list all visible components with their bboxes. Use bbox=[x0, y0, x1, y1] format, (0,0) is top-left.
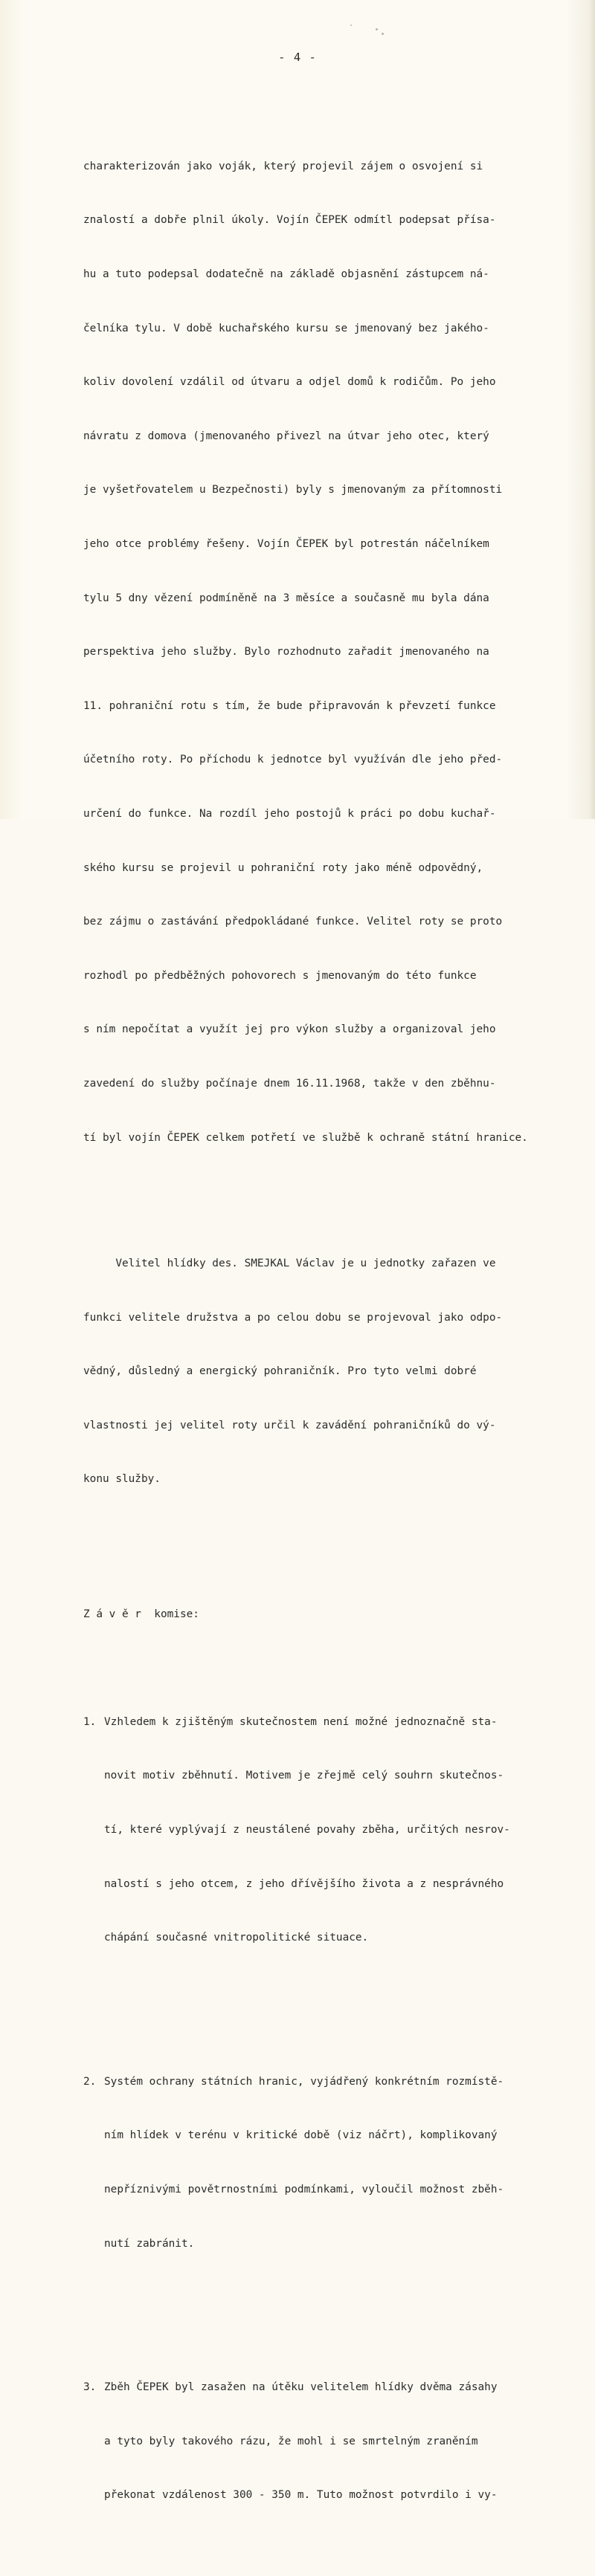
text-line: chápání současné vnitropolitické situace. bbox=[104, 1932, 369, 1944]
text-line: konu služby. bbox=[83, 1473, 161, 1486]
list-number: 2. bbox=[83, 2075, 97, 2088]
paper-speck bbox=[350, 25, 352, 26]
text-line: tylu 5 dny vězení podmíněně na 3 měsíce a současně mu byla dána bbox=[83, 592, 489, 604]
text-line: a tyto byly takového rázu, že mohl i se smrtelným zraněním bbox=[104, 2435, 478, 2447]
text-line: s ním nepočítat a využít jej pro výkon služby a organizoval jeho bbox=[83, 1023, 496, 1036]
text-line: nutí zabránit. bbox=[104, 2237, 195, 2250]
list-number: 3. bbox=[83, 2381, 97, 2394]
text-line: návratu z domova (jmenovaného přivezl na útvar jeho otec, který bbox=[83, 430, 489, 442]
text-line: bez zájmu o zastávání předpokládané funkce. Velitel roty se proto bbox=[83, 916, 503, 928]
text-line: koliv dovolení vzdálil od útvaru a odjel domů k rodičům. Po jeho bbox=[83, 376, 496, 389]
conclusion-item-2 bbox=[83, 2036, 589, 2288]
text-line: novit motiv zběhnutí. Motivem je zřejmě celý souhrn skutečnos- bbox=[104, 1770, 504, 1782]
paragraph-2 bbox=[83, 1219, 589, 1524]
text-line: znalostí a dobře plnil úkoly. Vojín ČEPEK odmítl podepsat přísa- bbox=[83, 214, 496, 227]
text-line: účetního roty. Po příchodu k jednotce byl využíván dle jeho před- bbox=[83, 754, 503, 766]
text-line: funkci velitele družstva a po celou dobu se projevoval jako odpo- bbox=[83, 1311, 503, 1324]
text-line: čelníka tylu. V době kuchařského kursu se jmenovaný bez jakého- bbox=[83, 322, 489, 334]
paragraph-gap bbox=[83, 1560, 589, 1569]
text-line: zavedení do služby počínaje dnem 16.11.1968, takže v den zběhnu- bbox=[83, 1077, 496, 1090]
text-line: Vzhledem k zjištěným skutečnostem není možné jednoznačně sta- bbox=[104, 1715, 498, 1728]
text-line: nepříznivými povětrnostními podmínkami, vyloučil možnost zběh- bbox=[104, 2184, 504, 2196]
text-line: vlastnosti jej velitel roty určil k zavádění pohraničníků do vý- bbox=[83, 1419, 496, 1431]
conclusion-item-3 bbox=[83, 2343, 589, 2540]
text-line: je vyšetřovatelem u Bezpečnosti) byly s jmenovaným za přítomnosti bbox=[83, 484, 503, 496]
text-line: Systém ochrany státních hranic, vyjádřený konkrétním rozmístě- bbox=[104, 2075, 504, 2088]
text-line: překonat vzdálenost 300 - 350 m. Tuto možnost potvrdilo i vy- bbox=[104, 2489, 498, 2502]
text-line: Velitel hlídky des. SMEJKAL Václav je u jednotky zařazen ve bbox=[83, 1257, 496, 1269]
text-line: jeho otce problémy řešeny. Vojín ČEPEK byl potrestán náčelníkem bbox=[83, 537, 489, 550]
paragraph-1 bbox=[83, 121, 589, 1182]
text-line: 11. pohraniční rotu s tím, že bude připravován k převzetí funkce bbox=[83, 699, 496, 712]
text-line: perspektiva jeho služby. Bylo rozhodnuto zařadit jmenovaného na bbox=[83, 646, 489, 658]
text-line: tí byl vojín ČEPEK celkem potřetí ve službě k ochraně státní hranice. bbox=[83, 1131, 528, 1144]
text-line: tí, které vyplývají z neustálené povahy zběha, určitých nesrov- bbox=[104, 1824, 510, 1836]
text-line: ského kursu se projevil u pohraniční roty jako méně odpovědný, bbox=[83, 861, 483, 874]
page-number: - 4 - bbox=[278, 51, 317, 64]
text-line: nalostí s jeho otcem, z jeho dřívějšího života a z nesprávného bbox=[104, 1877, 504, 1890]
text-line: určení do funkce. Na rozdíl jeho postojů k práci po dobu kuchař- bbox=[83, 807, 496, 820]
paper-speck bbox=[376, 28, 378, 30]
text-line: Zběh ČEPEK byl zasažen na útěku velitelem hlídky dvěma zásahy bbox=[104, 2381, 498, 2394]
text-line: vědný, důsledný a energický pohraničník. Pro tyto velmi dobré bbox=[83, 1365, 477, 1378]
document-body bbox=[83, 85, 589, 2576]
page-edge-shadow bbox=[589, 0, 595, 819]
text-line: ním hlídek v terénu v kritické době (viz náčrt), komplikovaný bbox=[104, 2129, 498, 2142]
paper-speck bbox=[382, 33, 384, 35]
list-number: 1. bbox=[83, 1715, 97, 1728]
conclusion-heading: Z á v ě r komise: bbox=[83, 1608, 199, 1620]
text-line: charakterizován jako voják, který projevil zájem o osvojení si bbox=[83, 160, 483, 172]
text-line: rozhodl po předběžných pohovorech s jmenovaným do této funkce bbox=[83, 969, 477, 982]
text-line: hu a tuto podepsal dodatečně na základě objasnění zástupcem ná- bbox=[83, 268, 489, 280]
conclusion-item-1 bbox=[83, 1677, 589, 1982]
